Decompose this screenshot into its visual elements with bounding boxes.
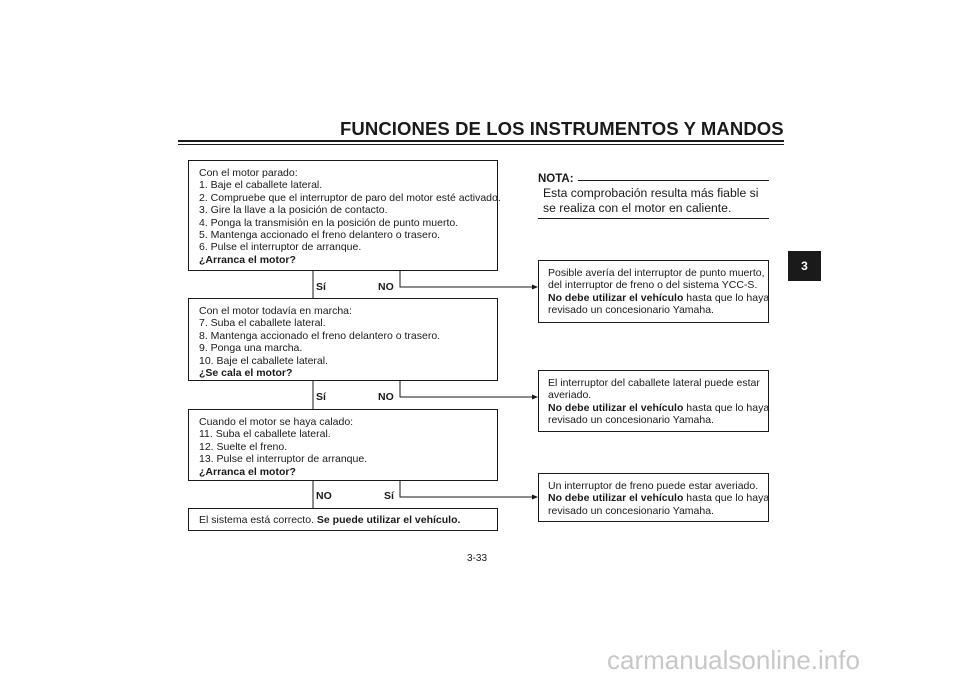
result3-warning-bold: No debe utilizar el vehículo — [548, 492, 684, 505]
result1-warning — [548, 292, 768, 304]
result2-warning-rest: hasta que lo haya — [686, 401, 770, 414]
result3-warning — [548, 492, 768, 504]
step3-yes-label: Sí — [384, 490, 394, 502]
step1-line: 1. Baje el caballete lateral. — [199, 179, 323, 192]
final-bold: Se puede utilizar el vehículo. — [316, 514, 461, 526]
result3-warning-rest: hasta que lo haya — [686, 492, 770, 505]
connector-step2-no — [400, 381, 536, 397]
page-title: FUNCIONES DE LOS INSTRUMENTOS Y MANDOS — [340, 118, 784, 139]
step2-no-label: NO — [378, 391, 394, 403]
step2-line: 10. Baje el caballete lateral. — [199, 354, 328, 367]
result1-last-line: revisado un concesionario Yamaha. — [548, 304, 714, 317]
note-rule-top — [578, 180, 769, 181]
step1-yes-label: Sí — [316, 281, 326, 293]
result3-last-line: revisado un concesionario Yamaha. — [548, 504, 714, 517]
step1-line: 2. Compruebe que el interruptor de paro del motor esté activado. — [199, 191, 501, 204]
step1-line: 6. Pulse el interruptor de arranque. — [199, 241, 362, 254]
flow-result-1 — [538, 260, 769, 323]
flow-result-3 — [538, 473, 769, 522]
connector-step1-no — [400, 271, 536, 287]
result1-line: del interruptor de freno o del sistema YCC-S. — [548, 279, 758, 292]
step1-line: 3. Gire la llave a la posición de contacto. — [199, 204, 388, 217]
step2-line: 9. Ponga una marcha. — [199, 342, 303, 355]
step2-line: 8. Mantenga accionado el freno delantero o trasero. — [199, 329, 441, 342]
step1-line: 4. Ponga la transmisión en la posición de punto muerto. — [199, 216, 459, 229]
result2-warning-bold: No debe utilizar el vehículo — [548, 401, 684, 414]
step2-line: 7. Suba el caballete lateral. — [199, 317, 326, 330]
step2-question: ¿Se cala el motor? — [199, 367, 293, 380]
page-number: 3-33 — [467, 553, 488, 564]
connector-step3-yes — [400, 481, 536, 497]
result1-warning-rest: hasta que lo haya — [686, 291, 770, 304]
watermark[interactable]: carmanualsonline.info — [607, 645, 860, 675]
step1-question: ¿Arranca el motor? — [199, 253, 296, 266]
note-title: NOTA: — [538, 173, 574, 185]
flow-step-1 — [188, 160, 501, 271]
step3-line: 13. Pulse el interruptor de arranque. — [199, 453, 368, 466]
step1-line: Con el motor parado: — [199, 167, 298, 179]
flow-result-2 — [538, 370, 769, 432]
flow-step-2 — [188, 298, 498, 381]
step2-line: Con el motor todavía en marcha: — [199, 305, 352, 317]
step1-no-label: NO — [378, 281, 394, 293]
step3-line: 12. Suelte el freno. — [199, 440, 288, 453]
step3-line: Cuando el motor se haya calado: — [199, 416, 354, 428]
step3-line: 11. Suba el caballete lateral. — [199, 428, 331, 441]
step1-line: 5. Mantenga accionado el freno delantero o trasero. — [199, 229, 441, 242]
step3-no-label: NO — [316, 490, 332, 502]
step3-question: ¿Arranca el motor? — [199, 465, 296, 478]
result1-line: Posible avería del interruptor de punto muerto, — [548, 267, 765, 279]
result2-line: averiado. — [548, 389, 592, 402]
flow-final-ok — [188, 508, 498, 531]
result2-line: El interruptor del caballete lateral puede estar — [548, 377, 760, 389]
result3-line: Un interruptor de freno puede estar averiado. — [548, 480, 759, 492]
note-rule-bottom — [538, 218, 769, 219]
chapter-tab[interactable]: 3 — [788, 251, 821, 281]
flow-step-3 — [188, 409, 498, 481]
final-text: El sistema está correcto. — [199, 514, 314, 526]
result2-warning — [548, 402, 768, 414]
note-body: Esta comprobación resulta más fiable si se realiza con el motor en caliente. — [543, 186, 759, 215]
result1-warning-bold: No debe utilizar el vehículo — [548, 291, 684, 304]
step2-yes-label: Sí — [316, 391, 326, 403]
result2-last-line: revisado un concesionario Yamaha. — [548, 414, 714, 427]
